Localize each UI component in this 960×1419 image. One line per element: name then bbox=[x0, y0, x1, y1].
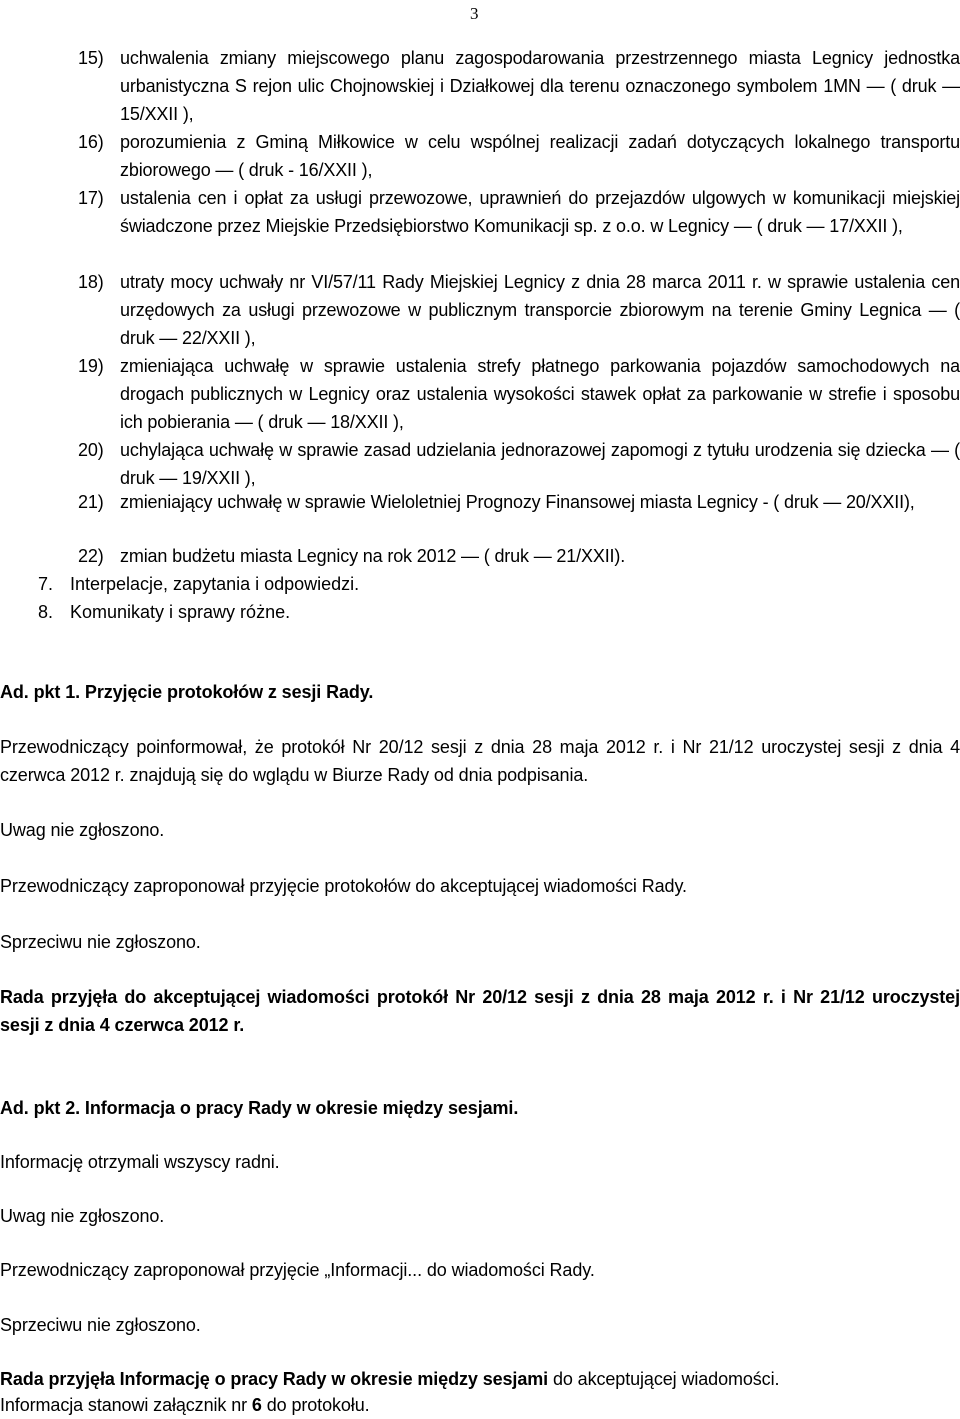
page-number: 3 bbox=[470, 4, 479, 23]
agenda-item-text: zmieniający uchwałę w sprawie Wieloletniej Prognozy Finansowej miasta Legnicy - ( druk — 20/XXII), bbox=[120, 492, 915, 512]
agenda-item-20 bbox=[78, 436, 960, 492]
section-2-resolution-rest: do akceptującej wiadomości. bbox=[548, 1369, 780, 1389]
agenda-item-number: 18) bbox=[78, 272, 104, 292]
attachment-prefix: Informacja stanowi załącznik nr bbox=[0, 1395, 252, 1415]
section-2-resolution-bold: Rada przyjęła Informację o pracy Rady w okresie między sesjami bbox=[0, 1369, 549, 1389]
agenda-item-15 bbox=[78, 44, 960, 128]
section-1-paragraph-3: Przewodniczący zaproponował przyjęcie protokołów do akceptującej wiadomości Rady. bbox=[0, 876, 687, 896]
agenda-item-text: uchylająca uchwałę w sprawie zasad udzielania jednorazowej zapomogi z tytułu urodzenia się dziecka — ( druk — 19/XXII ), bbox=[120, 440, 960, 488]
section-1-heading-title: Przyjęcie protokołów z sesji Rady. bbox=[84, 682, 374, 702]
agenda-item-text: uchwalenia zmiany miejscowego planu zagospodarowania przestrzennego miasta Legnicy jednostka urbanistyczna S rejon ulic Chojnowskiej i Działkowej dla terenu oznaczonego symbolem 1MN — ( druk — 15/XXII ), bbox=[120, 48, 960, 124]
agenda-item-22 bbox=[78, 542, 960, 570]
agenda-point-number: 8. bbox=[38, 602, 54, 622]
section-2-heading-title: Informacja o pracy Rady w okresie między sesjami. bbox=[84, 1098, 519, 1118]
section-1-paragraph-2: Uwag nie zgłoszono. bbox=[0, 820, 165, 840]
agenda-point-text: Komunikaty i sprawy różne. bbox=[70, 602, 291, 622]
agenda-item-number: 19) bbox=[78, 356, 104, 376]
agenda-item-number: 21) bbox=[78, 492, 104, 512]
section-2-paragraph-4: Sprzeciwu nie zgłoszono. bbox=[0, 1315, 201, 1335]
section-1-heading bbox=[0, 678, 960, 706]
section-1-heading-prefix: Ad. pkt 1. bbox=[0, 682, 81, 702]
section-2-attachment-note bbox=[0, 1391, 960, 1419]
agenda-item-number: 22) bbox=[78, 546, 104, 566]
section-2-paragraph-3: Przewodniczący zaproponował przyjęcie „Informacji... do wiadomości Rady. bbox=[0, 1260, 595, 1280]
agenda-item-number: 20) bbox=[78, 440, 104, 460]
agenda-item-16 bbox=[78, 128, 960, 184]
section-2-paragraph-2: Uwag nie zgłoszono. bbox=[0, 1206, 165, 1226]
agenda-item-text: ustalenia cen i opłat za usługi przewozowe, uprawnień do przejazdów ulgowych w komunikacji miejskiej świadczone przez Miejskie Przedsiębiorstwo Komunikacji sp. z o.o. w Legnicy — ( druk — 17/XXII ), bbox=[120, 188, 960, 236]
agenda-item-text: utraty mocy uchwały nr VI/57/11 Rady Miejskiej Legnicy z dnia 28 marca 2011 r. w sprawie ustalenia cen urzędowych za usługi przewozowe w publicznym transporcie zbiorowym na terenie Gminy Legnica — ( druk — 22/XXII ), bbox=[120, 272, 960, 348]
section-2-heading-prefix: Ad. pkt 2. bbox=[0, 1098, 81, 1118]
section-2-heading bbox=[0, 1094, 960, 1122]
agenda-item-21 bbox=[78, 488, 960, 516]
agenda-item-18 bbox=[78, 268, 960, 352]
agenda-item-number: 15) bbox=[78, 48, 104, 68]
agenda-item-number: 17) bbox=[78, 188, 104, 208]
agenda-item-number: 16) bbox=[78, 132, 104, 152]
agenda-item-text: porozumienia z Gminą Miłkowice w celu wspólnej realizacji zadań dotyczących lokalnego transportu zbiorowego — ( druk - 16/XXII ), bbox=[120, 132, 960, 180]
section-2-paragraph-1: Informację otrzymali wszyscy radni. bbox=[0, 1152, 280, 1172]
agenda-point-number: 7. bbox=[38, 574, 54, 594]
agenda-item-19 bbox=[78, 352, 960, 436]
attachment-suffix: do protokołu. bbox=[261, 1395, 370, 1415]
agenda-item-text: zmian budżetu miasta Legnicy na rok 2012 — ( druk — 21/XXII). bbox=[120, 546, 626, 566]
section-1-resolution: Rada przyjęła do akceptującej wiadomości protokół Nr 20/12 sesji z dnia 28 maja 2012 r. i Nr 21/12 uroczystej sesji z dnia 4 czerwca 2012 r. bbox=[0, 987, 960, 1035]
section-1-paragraph-4: Sprzeciwu nie zgłoszono. bbox=[0, 932, 201, 952]
agenda-item-17 bbox=[78, 184, 960, 240]
section-2-resolution bbox=[0, 1365, 960, 1393]
agenda-item-text: zmieniająca uchwałę w sprawie ustalenia strefy płatnego parkowania pojazdów samochodowych na drogach publicznych w Legnicy oraz ustalenia wysokości stawek opłat za parkowanie w strefie i sposobu ich pobierania — ( druk — 18/XXII ), bbox=[120, 356, 960, 432]
agenda-point-text: Interpelacje, zapytania i odpowiedzi. bbox=[70, 574, 360, 594]
section-1-paragraph-1: Przewodniczący poinformował, że protokół Nr 20/12 sesji z dnia 28 maja 2012 r. i Nr 21/12 uroczystej sesji z dnia 4 czerwca 2012 r. znajdują się do wglądu w Biurze Rady od dnia podpisania. bbox=[0, 737, 960, 785]
attachment-number: 6 bbox=[251, 1395, 262, 1415]
